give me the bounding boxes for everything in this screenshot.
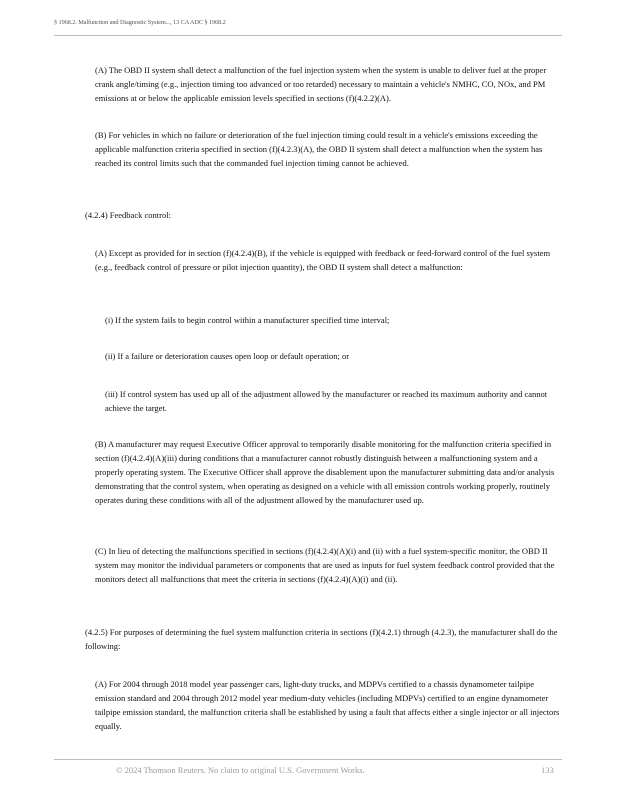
paragraph-feedback-a-iii: (iii) If control system has used up all of the adjustment allowed by the manufacturer or reached its maximum authority and cannot achieve the target. <box>105 389 548 413</box>
running-header: § 1968.2. Malfunction and Diagnostic System..., 13 CA ADC § 1968.2 <box>54 19 226 26</box>
paragraph-4-2-5: (4.2.5) For purposes of determining the fuel system malfunction criteria in sections (f)(4.2.1) through (4.2.3), the manufacturer shall do the following: <box>85 627 558 651</box>
paragraph-feedback-c: (C) In lieu of detecting the malfunctions specified in sections (f)(4.2.4)(A)(i) and (ii) with a fuel system-specific monitor, the OBD II system may monitor the individual parameters or components that are used as inputs for fuel system feedback control provided that the monitors detect all malfunctions that meet the criteria in sections (f)(4.2.4)(A)(i) and (ii). <box>95 546 555 584</box>
header-divider <box>54 35 562 36</box>
footer-copyright: © 2024 Thomson Reuters. No claim to original U.S. Government Works. <box>116 765 365 775</box>
paragraph-feedback-a-ii: (ii) If a failure or deterioration causes open loop or default operation; or <box>105 351 350 361</box>
paragraph-fuel-timing-a: (A) The OBD II system shall detect a malfunction of the fuel injection system when the system is unable to deliver fuel at the proper crank angle/timing (e.g., injection timing too advanced or too retarded) necessary to maintain a vehicle's NMHC, CO, NOx, and PM emissions at or below the applicable emission levels specified in sections (f)(4.2.2)(A). <box>95 65 547 103</box>
paragraph-4-2-5-a: (A) For 2004 through 2018 model year passenger cars, light-duty trucks, and MDPVs certified to a chassis dynamometer tailpipe emission standard and 2004 through 2012 model year medium-duty vehicles (including MDPVs) certified to an engine dynamometer tailpipe emission standard, the malfunction criteria shall be established by using a fault that affects either a single injector or all injectors equally. <box>95 679 560 731</box>
footer-divider <box>54 759 562 760</box>
paragraph-feedback-a: (A) Except as provided for in section (f)(4.2.4)(B), if the vehicle is equipped with feedback or feed-forward control of the fuel system (e.g., feedback control of pressure or pilot injection quantity), the OBD II system shall detect a malfunction: <box>95 248 551 272</box>
page-number: 133 <box>541 765 554 775</box>
paragraph-feedback-a-i: (i) If the system fails to begin control within a manufacturer specified time interval; <box>105 315 390 325</box>
paragraph-feedback-b: (B) A manufacturer may request Executive Officer approval to temporarily disable monitoring for the malfunction criteria specified in section (f)(4.2.4)(A)(iii) during conditions that a manufacturer cannot robustly distinguish between a malfunctioning system and a properly operating system. The Executive Officer shall approve the disablement upon the manufacturer submitting data and/or analysis demonstrating that the control system, when operating as designed on a vehicle with all emission controls working properly, routinely operates during these conditions with all of the adjustment allowed by the manufacturer used up. <box>95 439 555 505</box>
heading-feedback-control: (4.2.4) Feedback control: <box>85 210 171 220</box>
paragraph-fuel-timing-b: (B) For vehicles in which no failure or deterioration of the fuel injection timing could result in a vehicle's emissions exceeding the applicable malfunction criteria specified in section (f)(4.2.3)(A), the OBD II system shall detect a malfunction when the system has reached its control limits such that the commanded fuel injection timing cannot be achieved. <box>95 130 543 168</box>
